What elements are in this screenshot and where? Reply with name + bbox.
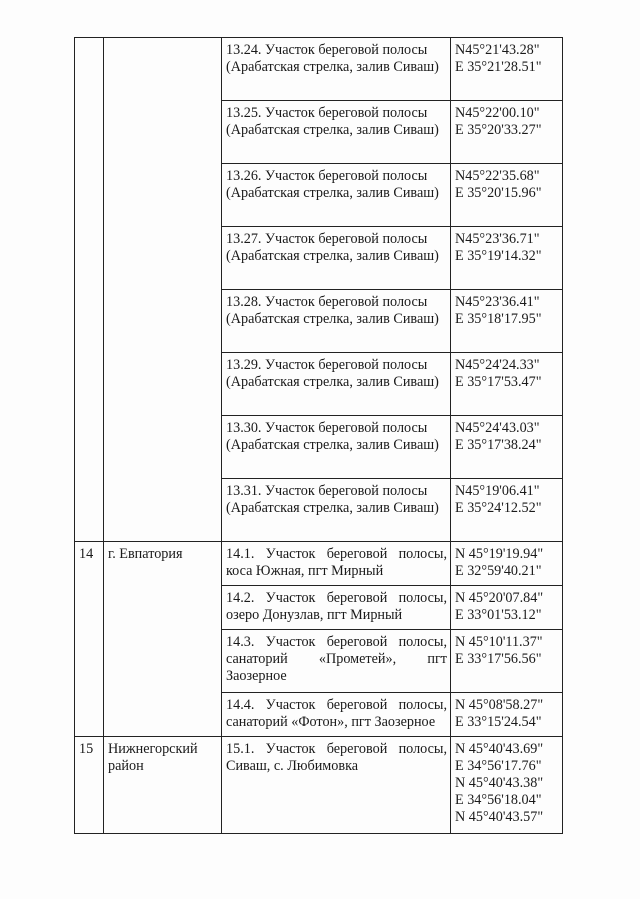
site-name-cell <box>222 693 451 737</box>
site-name-cell <box>222 290 451 353</box>
latitude: N 45°40'43.57" <box>455 809 544 825</box>
longitude: E 35°17'38.24" <box>455 437 542 453</box>
latitude: N45°24'24.33" <box>455 357 540 373</box>
table-row <box>75 542 563 586</box>
site-coordinates-cell <box>451 630 563 693</box>
site-name-cell <box>222 164 451 227</box>
site-name-cell <box>222 630 451 693</box>
latitude: N45°23'36.71" <box>455 231 540 247</box>
site-title: 13.24. Участок береговой полосы (Арабатская стрелка, залив Сиваш) <box>226 42 439 75</box>
site-title: 14.4. Участок береговой полосы, санаторий «Фотон», пгт Заозерное <box>226 697 447 730</box>
group-number-cell: 15 <box>75 737 104 834</box>
table-row <box>75 38 563 101</box>
site-title: 13.25. Участок береговой полосы (Арабатская стрелка, залив Сиваш) <box>226 105 439 138</box>
site-coordinates-cell <box>451 353 563 416</box>
longitude: E 35°18'17.95" <box>455 311 542 327</box>
latitude: N45°24'43.03" <box>455 420 540 436</box>
site-coordinates-cell <box>451 227 563 290</box>
latitude: N 45°20'07.84" <box>455 590 544 606</box>
site-coordinates-cell <box>451 164 563 227</box>
group-area-cell <box>104 38 222 542</box>
longitude: E 34°56'18.04" <box>455 792 542 808</box>
longitude: E 35°21'28.51" <box>455 59 542 75</box>
site-name-cell <box>222 227 451 290</box>
latitude: N 45°40'43.69" <box>455 741 544 757</box>
longitude: E 33°01'53.12" <box>455 607 542 623</box>
site-coordinates-cell <box>451 693 563 737</box>
site-title: 13.31. Участок береговой полосы (Арабатская стрелка, залив Сиваш) <box>226 483 439 516</box>
site-coordinates-cell <box>451 416 563 479</box>
latitude: N45°21'43.28" <box>455 42 540 58</box>
site-name-cell <box>222 101 451 164</box>
site-coordinates-cell <box>451 479 563 542</box>
longitude: E 33°17'56.56" <box>455 651 542 667</box>
coastal-sites-table <box>74 37 563 834</box>
group-number-cell: 14 <box>75 542 104 737</box>
site-name-cell <box>222 38 451 101</box>
latitude: N 45°10'11.37" <box>455 634 543 650</box>
site-title: 14.3. Участок береговой полосы, санаторий «Прометей», пгт Заозерное <box>226 634 447 684</box>
site-title: 13.27. Участок береговой полосы (Арабатская стрелка, залив Сиваш) <box>226 231 439 264</box>
site-coordinates-cell <box>451 586 563 630</box>
longitude: E 34°56'17.76" <box>455 758 542 774</box>
latitude: N45°19'06.41" <box>455 483 540 499</box>
site-name-cell <box>222 479 451 542</box>
site-name-cell <box>222 542 451 586</box>
longitude: E 35°19'14.32" <box>455 248 542 264</box>
site-name-cell <box>222 353 451 416</box>
site-coordinates-cell <box>451 101 563 164</box>
longitude: E 35°24'12.52" <box>455 500 542 516</box>
longitude: E 33°15'24.54" <box>455 714 542 730</box>
latitude: N45°22'35.68" <box>455 168 540 184</box>
group-area-cell: Нижнегорский район <box>104 737 222 834</box>
site-title: 15.1. Участок береговой полосы, Сиваш, с. Любимовка <box>226 741 447 774</box>
site-title: 13.26. Участок береговой полосы (Арабатская стрелка, залив Сиваш) <box>226 168 439 201</box>
longitude: E 35°20'33.27" <box>455 122 542 138</box>
latitude: N45°22'00.10" <box>455 105 540 121</box>
site-title: 13.29. Участок береговой полосы (Арабатская стрелка, залив Сиваш) <box>226 357 439 390</box>
site-coordinates-cell <box>451 290 563 353</box>
site-name-cell <box>222 586 451 630</box>
longitude: E 35°17'53.47" <box>455 374 542 390</box>
site-title: 14.1. Участок береговой полосы, коса Южная, пгт Мирный <box>226 546 447 579</box>
latitude: N 45°08'58.27" <box>455 697 544 713</box>
site-title: 13.30. Участок береговой полосы (Арабатская стрелка, залив Сиваш) <box>226 420 439 453</box>
group-area-cell: г. Евпатория <box>104 542 222 737</box>
site-title: 13.28. Участок береговой полосы (Арабатская стрелка, залив Сиваш) <box>226 294 439 327</box>
latitude: N45°23'36.41" <box>455 294 540 310</box>
site-coordinates-cell <box>451 38 563 101</box>
site-name-cell <box>222 416 451 479</box>
site-title: 14.2. Участок береговой полосы, озеро Донузлав, пгт Мирный <box>226 590 447 623</box>
latitude: N 45°19'19.94" <box>455 546 544 562</box>
site-coordinates-cell <box>451 737 563 834</box>
group-number-cell <box>75 38 104 542</box>
longitude: E 35°20'15.96" <box>455 185 542 201</box>
longitude: E 32°59'40.21" <box>455 563 542 579</box>
site-name-cell <box>222 737 451 834</box>
site-coordinates-cell <box>451 542 563 586</box>
latitude: N 45°40'43.38" <box>455 775 544 791</box>
table-row <box>75 737 563 834</box>
